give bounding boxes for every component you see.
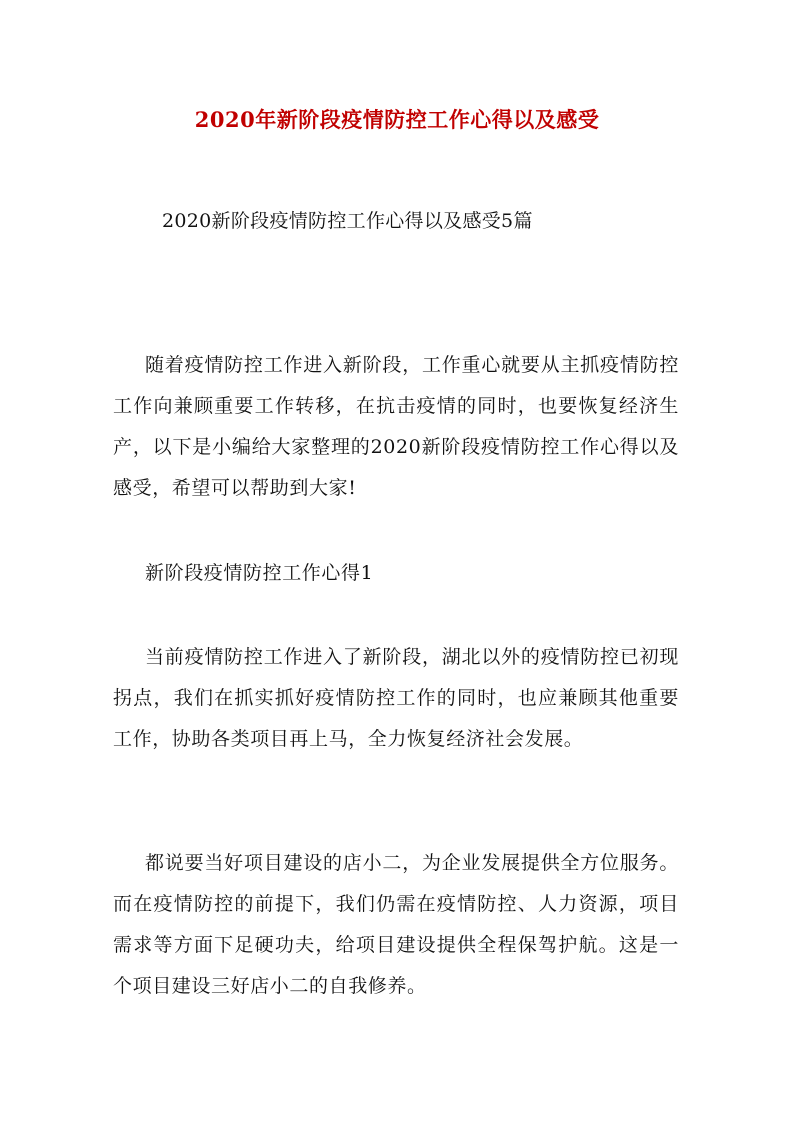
document-title: 2020年新阶段疫情防控工作心得以及感受 (194, 107, 600, 132)
body-paragraph-1: 当前疫情防控工作进入了新阶段，湖北以外的疫情防控已初现拐点，我们在抓实抓好疫情防控工作的同时，也应兼顾其他重要工作，协助各类项目再上马，全力恢复经济社会发展。 (113, 646, 679, 750)
intro-paragraph: 随着疫情防控工作进入新阶段，工作重心就要从主抓疫情防控工作向兼顾重要工作转移，在抗击疫情的同时，也要恢复经济生产，以下是小编给大家整理的2020新阶段疫情防控工作心得以及感受，希望可以帮助到大家! (113, 354, 679, 499)
body-paragraph-2: 都说要当好项目建设的店小二，为企业发展提供全方位服务。而在疫情防控的前提下，我们仍需在疫情防控、人力资源，项目需求等方面下足硬功夫，给项目建设提供全程保驾护航。这是一个项目建设三好店小二的自我修养。 (113, 852, 679, 997)
section-heading: 新阶段疫情防控工作心得1 (145, 562, 374, 584)
document-subtitle: 2020新阶段疫情防控工作心得以及感受5篇 (162, 210, 533, 232)
